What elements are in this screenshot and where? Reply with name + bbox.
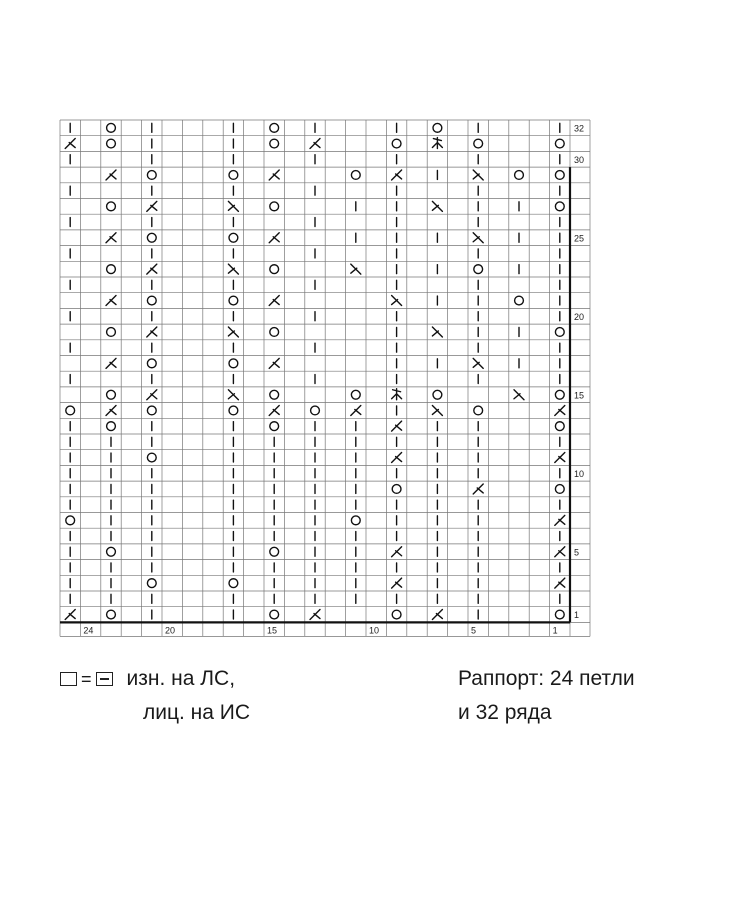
yarn-over-icon <box>107 547 116 556</box>
decrease-left-icon <box>555 547 565 557</box>
yarn-over-icon <box>311 406 320 415</box>
yarn-over-icon <box>107 422 116 431</box>
decrease-left-icon <box>392 453 402 463</box>
row-number-label: 30 <box>574 154 585 165</box>
decrease-left-icon <box>392 547 402 557</box>
decrease-left-icon <box>555 405 565 415</box>
yarn-over-icon <box>555 171 564 180</box>
yarn-over-icon <box>66 516 75 525</box>
decrease-left-icon <box>106 405 116 415</box>
decrease-left-icon <box>65 610 75 620</box>
yarn-over-icon <box>474 139 483 148</box>
decrease-left-icon <box>106 296 116 306</box>
yarn-over-icon <box>351 390 360 399</box>
decrease-left-icon <box>555 578 565 588</box>
yarn-over-icon <box>351 171 360 180</box>
rapport-line1: Раппорт: 24 петли <box>458 667 635 690</box>
decrease-left-icon <box>106 233 116 243</box>
legend-row-1 <box>60 662 250 696</box>
yarn-over-icon <box>474 406 483 415</box>
legend-symbols <box>60 662 113 696</box>
decrease-left-icon <box>147 327 157 337</box>
row-number-label: 25 <box>574 233 585 244</box>
yarn-over-icon <box>392 610 401 619</box>
yarn-over-icon <box>555 202 564 211</box>
yarn-over-icon <box>107 139 116 148</box>
decrease-left-icon <box>432 610 442 620</box>
legend-equals: = <box>81 669 92 689</box>
yarn-over-icon <box>270 422 279 431</box>
decrease-left-icon <box>351 405 361 415</box>
decrease-right-icon <box>392 296 402 306</box>
decrease-right-icon <box>228 201 238 211</box>
row-number-label: 5 <box>574 547 580 558</box>
yarn-over-icon <box>107 328 116 337</box>
yarn-over-icon <box>270 328 279 337</box>
yarn-over-icon <box>433 390 442 399</box>
double-decrease-icon <box>432 138 442 149</box>
decrease-left-icon <box>269 358 279 368</box>
decrease-left-icon <box>269 233 279 243</box>
yarn-over-icon <box>107 610 116 619</box>
yarn-over-icon <box>147 233 156 242</box>
decrease-right-icon <box>514 390 524 400</box>
decrease-right-icon <box>228 327 238 337</box>
yarn-over-icon <box>107 123 116 132</box>
decrease-left-icon <box>269 296 279 306</box>
decrease-left-icon <box>106 358 116 368</box>
yarn-over-icon <box>147 579 156 588</box>
decrease-right-icon <box>473 233 483 243</box>
decrease-left-icon <box>269 170 279 180</box>
yarn-over-icon <box>515 296 524 305</box>
yarn-over-icon <box>147 453 156 462</box>
decrease-left-icon <box>269 405 279 415</box>
yarn-over-icon <box>474 265 483 274</box>
decrease-left-icon <box>147 264 157 274</box>
yarn-over-icon <box>555 485 564 494</box>
yarn-over-icon <box>555 139 564 148</box>
decrease-left-icon <box>106 170 116 180</box>
yarn-over-icon <box>229 406 238 415</box>
yarn-over-icon <box>433 123 442 132</box>
legend-text-line2: лиц. на ИС <box>143 701 251 724</box>
decrease-left-icon <box>147 201 157 211</box>
row-number-label: 10 <box>574 468 585 479</box>
decrease-left-icon <box>310 610 320 620</box>
yarn-over-icon <box>555 328 564 337</box>
column-number-label: 5 <box>471 625 477 636</box>
yarn-over-icon <box>107 390 116 399</box>
row-number-label: 20 <box>574 311 585 322</box>
column-number-label: 20 <box>165 625 176 636</box>
yarn-over-icon <box>351 516 360 525</box>
column-number-label: 15 <box>267 625 278 636</box>
empty-cell-icon <box>60 672 77 686</box>
decrease-left-icon <box>555 453 565 463</box>
yarn-over-icon <box>147 406 156 415</box>
decrease-right-icon <box>228 390 238 400</box>
yarn-over-icon <box>107 202 116 211</box>
yarn-over-icon <box>229 296 238 305</box>
yarn-over-icon <box>270 390 279 399</box>
decrease-right-icon <box>432 327 442 337</box>
yarn-over-icon <box>66 406 75 415</box>
legend <box>60 662 250 730</box>
decrease-right-icon <box>432 405 442 415</box>
decrease-left-icon <box>392 421 402 431</box>
yarn-over-icon <box>229 579 238 588</box>
yarn-over-icon <box>229 359 238 368</box>
column-number-label: 10 <box>369 625 380 636</box>
yarn-over-icon <box>392 139 401 148</box>
yarn-over-icon <box>147 359 156 368</box>
yarn-over-icon <box>270 139 279 148</box>
decrease-left-icon <box>392 578 402 588</box>
row-number-label: 15 <box>574 390 585 401</box>
rapport-note <box>458 662 635 730</box>
purl-dash-icon <box>96 672 113 686</box>
decrease-right-icon <box>351 264 361 274</box>
decrease-left-icon <box>147 390 157 400</box>
decrease-right-icon <box>473 358 483 368</box>
yarn-over-icon <box>270 547 279 556</box>
yarn-over-icon <box>555 422 564 431</box>
yarn-over-icon <box>392 485 401 494</box>
yarn-over-icon <box>147 171 156 180</box>
yarn-over-icon <box>555 610 564 619</box>
yarn-over-icon <box>270 202 279 211</box>
decrease-left-icon <box>473 484 483 494</box>
column-number-label: 24 <box>83 625 94 636</box>
decrease-right-icon <box>432 201 442 211</box>
decrease-right-icon <box>473 170 483 180</box>
double-decrease-icon <box>392 389 402 400</box>
yarn-over-icon <box>515 171 524 180</box>
decrease-left-icon <box>310 139 320 149</box>
decrease-left-icon <box>65 139 75 149</box>
row-number-label: 32 <box>574 123 585 134</box>
yarn-over-icon <box>555 390 564 399</box>
yarn-over-icon <box>270 123 279 132</box>
decrease-left-icon <box>555 515 565 525</box>
yarn-over-icon <box>270 610 279 619</box>
legend-text-line1: изн. на ЛС, <box>126 667 236 690</box>
rapport-line2: и 32 ряда <box>458 701 552 724</box>
yarn-over-icon <box>270 265 279 274</box>
decrease-left-icon <box>392 170 402 180</box>
yarn-over-icon <box>107 265 116 274</box>
row-number-label: 1 <box>574 610 580 621</box>
yarn-over-icon <box>229 233 238 242</box>
yarn-over-icon <box>147 296 156 305</box>
decrease-right-icon <box>228 264 238 274</box>
column-number-label: 1 <box>552 625 558 636</box>
yarn-over-icon <box>229 171 238 180</box>
legend-row-2 <box>60 696 250 730</box>
